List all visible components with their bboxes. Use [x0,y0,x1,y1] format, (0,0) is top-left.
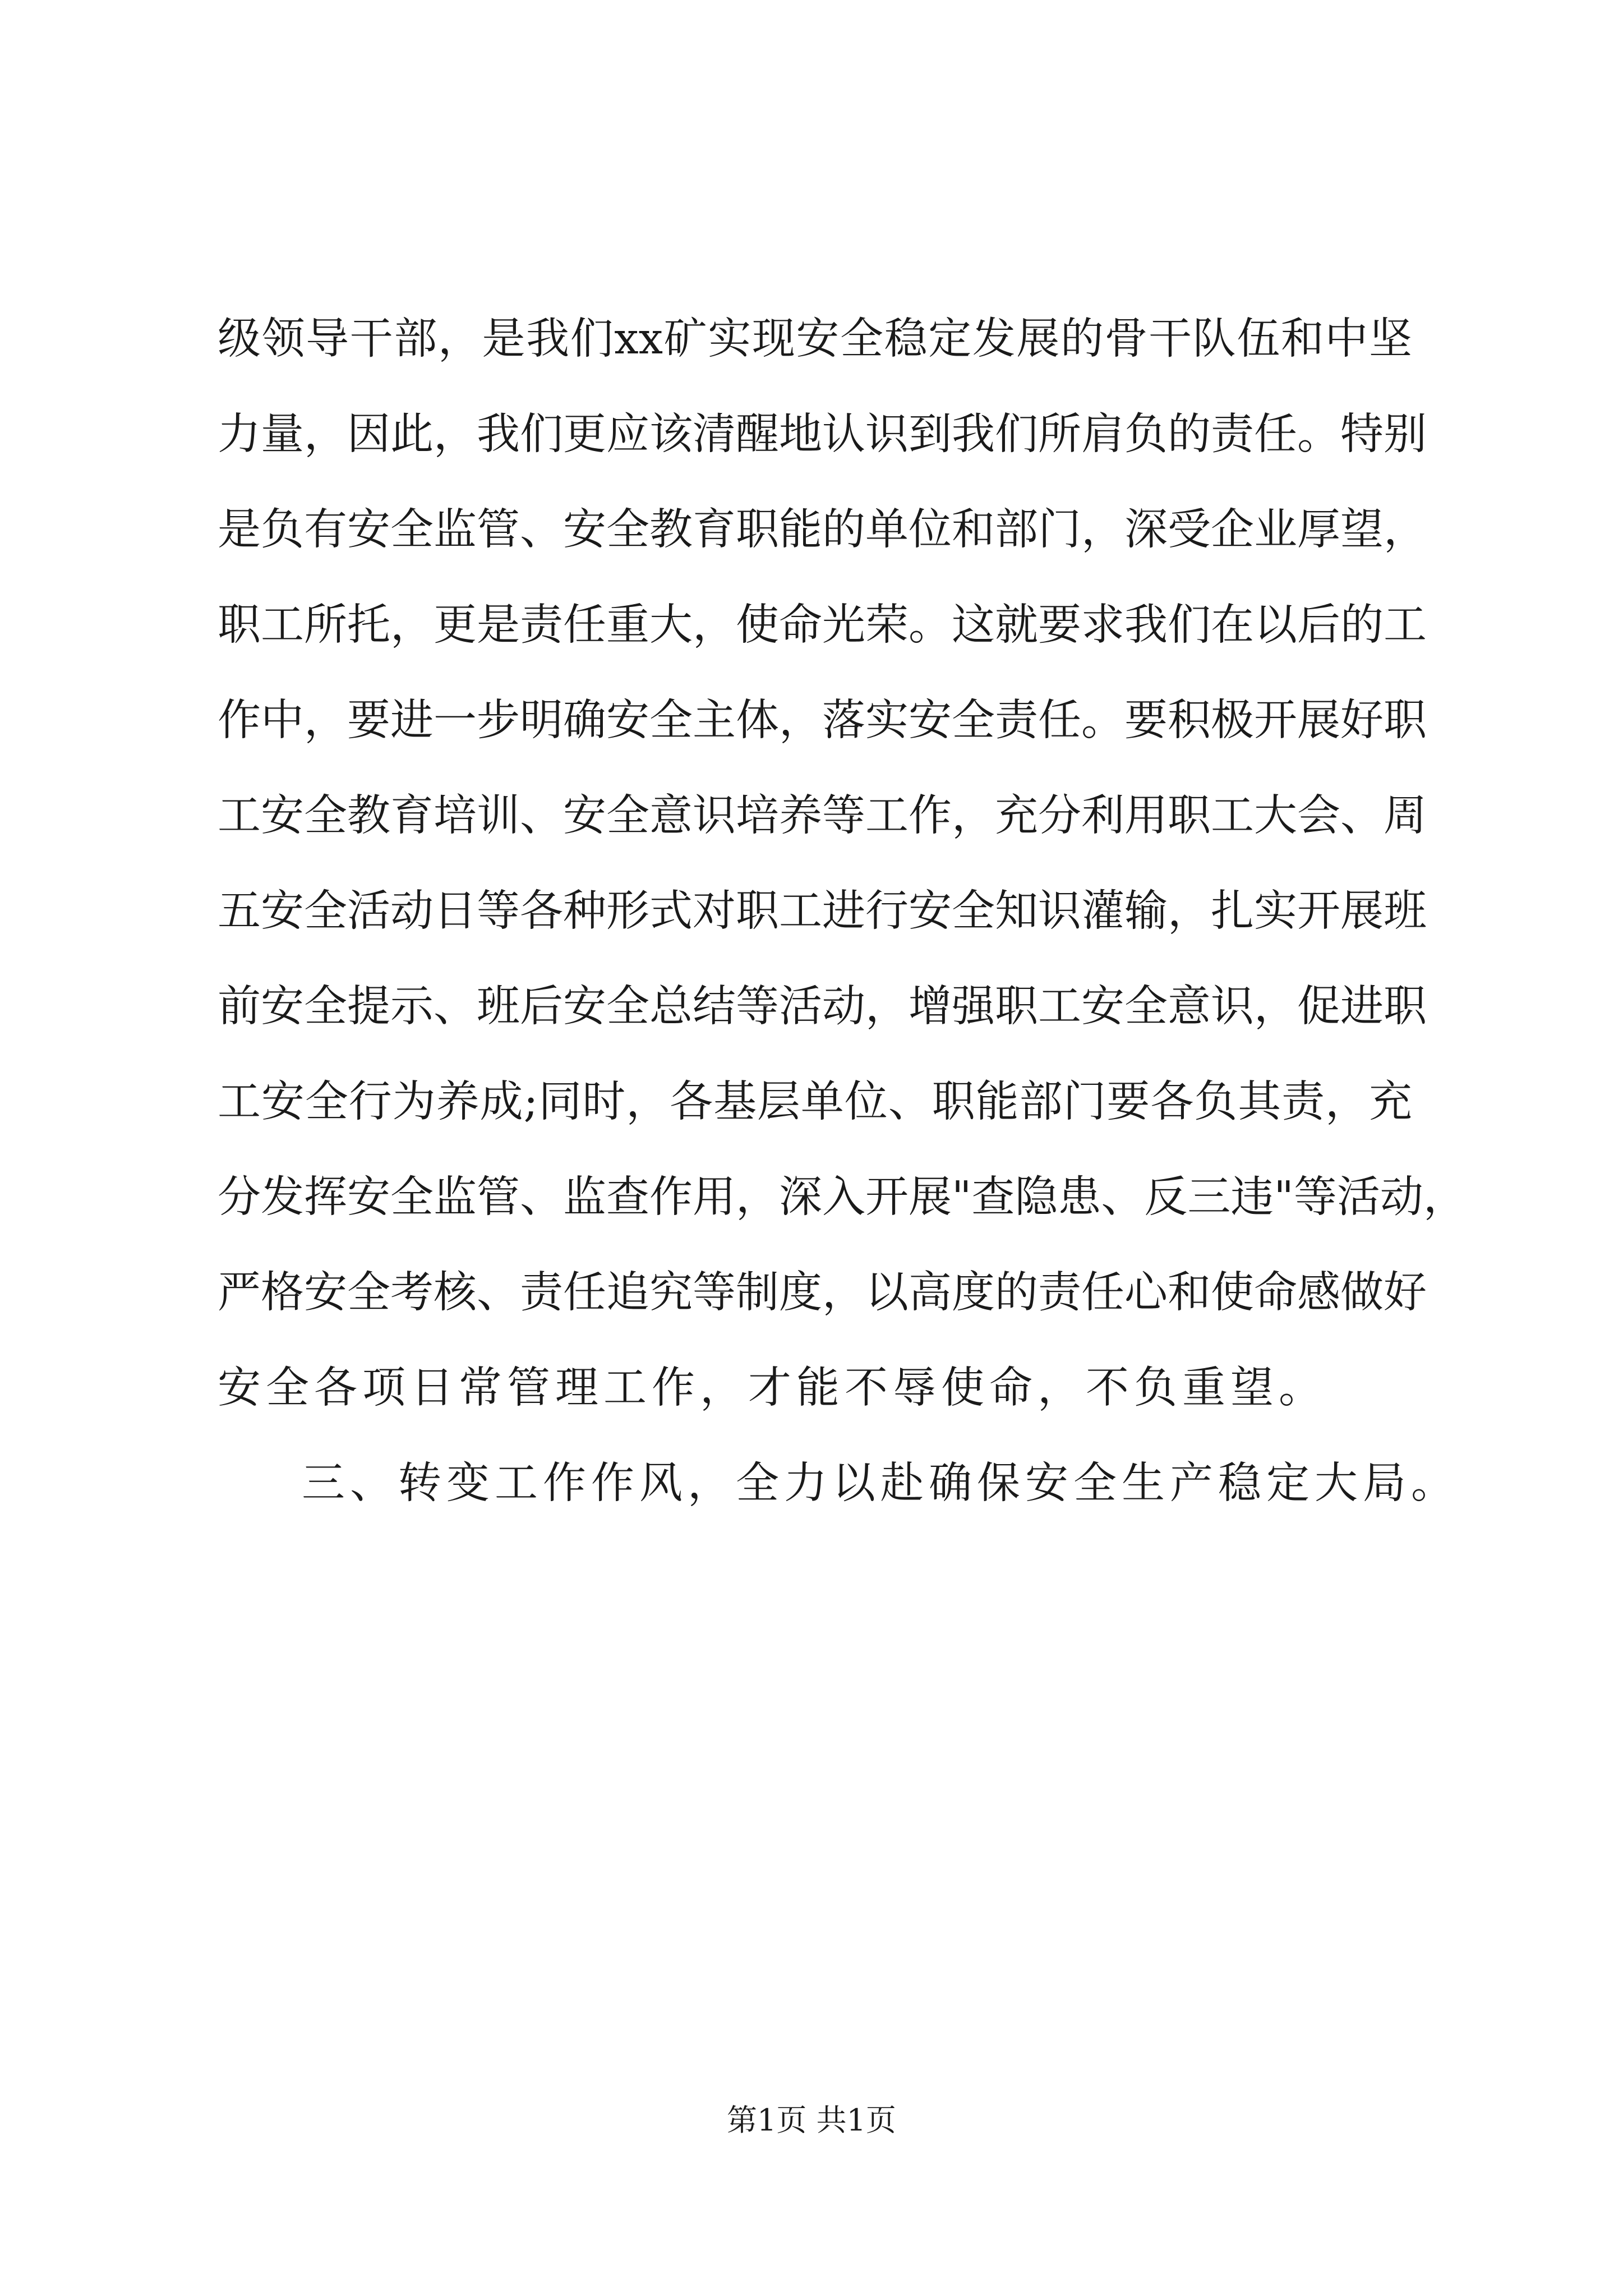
paragraph-line: 级领导干部，是我们xx矿实现安全稳定发展的骨干队伍和中坚 [218,314,1412,364]
paragraph-line: 是负有安全监管、安全教育职能的单位和部门，深受企业厚望， [218,505,1427,555]
paragraph-line: 分发挥安全监管、监查作用，深入开展"查隐患、反三违"等活动， [218,1172,1467,1222]
paragraph-line: 前安全提示、班后安全总结等活动，增强职工安全意识，促进职 [218,982,1427,1032]
paragraph-line: 五安全活动日等各种形式对职工进行安全知识灌输，扎实开展班 [218,886,1427,936]
paragraph-line: 职工所托，更是责任重大，使命光荣。这就要求我们在以后的工 [218,600,1427,650]
document-body [218,292,1467,1531]
paragraph-line: 严格安全考核、责任追究等制度，以高度的责任心和使命感做好 [218,1268,1427,1318]
paragraph-last-line: 安全各项日常管理工作，才能不辱使命，不负重望。 [218,1363,1327,1413]
paragraph-line: 工安全教育培训、安全意识培养等工作，充分利用职工大会、周 [218,791,1427,841]
page-number-footer: 第1页 共1页 [727,2102,896,2138]
paragraph-line: 作中，要进一步明确安全主体，落实安全责任。要积极开展好职 [218,696,1427,746]
paragraph-line: 力量，因此，我们更应该清醒地认识到我们所肩负的责任。特别 [218,409,1427,459]
paragraph-line: 工安全行为养成;同时，各基层单位、职能部门要各负其责，充 [218,1077,1412,1127]
section-heading: 三、转变工作作风，全力以赴确保安全生产稳定大局。 [302,1458,1459,1508]
